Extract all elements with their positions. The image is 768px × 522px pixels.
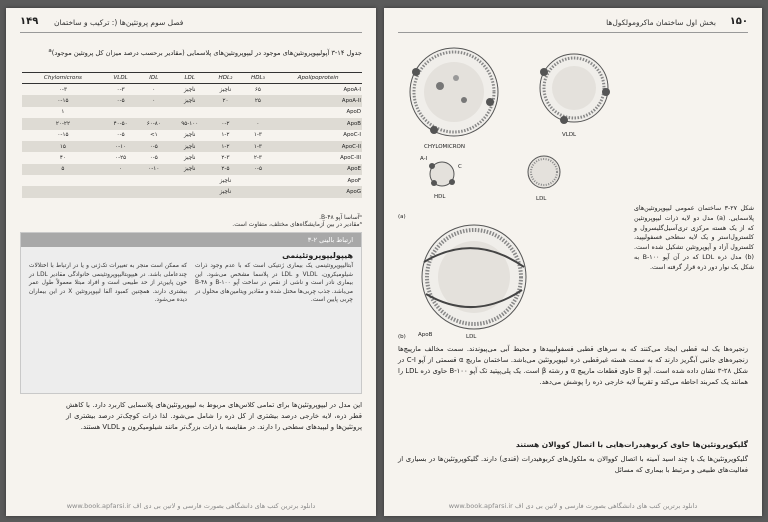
table-cell: ناچیز	[183, 132, 196, 139]
apolipoprotein-name-cell: ApoC-I	[343, 132, 361, 139]
table-row	[22, 175, 362, 186]
col-apolipoprotein: Apolipoprotein	[274, 73, 362, 84]
table-cell	[22, 186, 104, 197]
table-cell: ٠-۳	[116, 86, 125, 93]
table-cell: ۱-۳	[253, 132, 262, 139]
table-cell	[22, 175, 104, 186]
apoc-label: C	[458, 164, 462, 170]
table-cell: <١	[149, 132, 158, 139]
table-cell: ٠-۱۵	[57, 132, 69, 139]
table-body	[22, 84, 362, 198]
table-row	[22, 118, 362, 129]
table-cell	[137, 107, 170, 118]
apolipoprotein-name-cell: ApoD	[346, 109, 361, 116]
page-footer: دانلود برترین کتب های دانشگاهی بصورت فارسی و لاتین بی دی اف www.book.apfarsi.ir	[66, 502, 316, 510]
table-cell	[137, 186, 170, 197]
box-header	[21, 233, 361, 247]
table-cell: ۰	[242, 118, 274, 129]
table-cell: ۴۰-۵۰	[104, 118, 138, 129]
col-chylomicrons: Chylomicrons	[22, 73, 104, 84]
body-paragraph: این مدل در لیپوپروتئین‌ها برای تمامی کلاس‌های مربوط به لیپوپروتئین‌های پلاسمایی کاربرد دارد. با کاهش قطر ذره، لایه خارجی درصد بیشتری از کل ذره را شامل می‌شود. لذا ذرات کوچک‌تر درصد بیشتری از پروتئین‌ها و لیپیدهای سطحی را دارند. در مقایسه با ذرات بزرگ‌تر مانند شیلومیکرون و VLDL هستند.	[66, 401, 362, 431]
ldl-large-label: LDL	[466, 334, 477, 340]
table-cell	[242, 107, 274, 118]
table-cell: ۱۵	[22, 141, 104, 152]
table-cell: ٠-۱۵	[22, 95, 104, 106]
table-note: ᵇآساسا آپو ۴۸-B.	[319, 214, 362, 221]
apoa-label: A-I	[420, 156, 428, 162]
apolipoprotein-table	[22, 72, 362, 198]
col-idl: IDL	[137, 73, 170, 84]
table-cell: ۲-۵	[209, 164, 241, 175]
table-cell: ١	[61, 109, 65, 116]
table-cell: ٠-۲۵	[115, 154, 127, 161]
table-cell: ۲۰	[209, 95, 241, 106]
table-cell: ٠-۵	[242, 164, 274, 175]
table-cell	[242, 175, 274, 186]
hdl-particle	[420, 156, 462, 200]
left-page	[6, 8, 376, 516]
table-cell: ۱-۲	[209, 141, 241, 152]
apolipoprotein-name-cell: ApoC-II	[274, 141, 362, 152]
table-cell: ۱-۲	[221, 132, 230, 139]
table-note: ᵃمقادیر در بین آزمایشگاه‌های مختلف، متفاوت است.	[232, 221, 362, 228]
table-row	[22, 95, 362, 106]
col-ldl: LDL	[170, 73, 209, 84]
page-number: ۱۵۰	[729, 16, 748, 27]
table-cell: ٠-۵	[137, 141, 170, 152]
table-row	[22, 186, 362, 197]
table-cell: ۶۵	[254, 86, 261, 93]
table-cell: ٠-۱٠	[137, 164, 170, 175]
table-cell: ٠-۲	[209, 118, 241, 129]
table-cell: ناچیز	[170, 141, 209, 152]
running-header: فصل سوم پروتئین‌ها (: ترکیب و ساختمان	[54, 18, 184, 27]
table-cell: ٠-۵	[104, 95, 138, 106]
table-cell: ٠-۳	[58, 86, 67, 93]
col-hdl3: HDL₃	[242, 73, 274, 84]
panel-b-label: (b)	[398, 334, 406, 340]
ldl-large-particle	[418, 225, 526, 340]
header-rule	[20, 32, 362, 33]
table-cell: ناچیز	[209, 186, 241, 197]
apolipoprotein-name-cell: ApoG	[274, 186, 362, 197]
table-cell: ناچیز	[219, 177, 232, 184]
apob-label: ApoB	[418, 332, 433, 338]
lipoprotein-figure	[394, 42, 630, 342]
table-cell: ٠-۵	[149, 154, 158, 161]
table-row	[22, 152, 362, 163]
table-cell	[104, 186, 138, 197]
table-row	[22, 164, 362, 175]
section-subheading: گلیکوپروتئین‌ها حاوی کربوهیدرات‌هایی با اتصال کووالان هستند	[515, 440, 748, 449]
table-cell	[170, 175, 209, 186]
box-body	[21, 262, 361, 305]
ldl-small-particle	[528, 156, 560, 202]
table-cell: ٠	[137, 95, 170, 106]
apolipoprotein-name-cell: ApoF	[347, 177, 361, 184]
table-row	[22, 107, 362, 118]
table-cell: ۹۵-۱۰۰	[170, 118, 209, 129]
table-cell: ناچیز	[183, 154, 196, 161]
body-paragraph: گلیکوپروتئین‌ها یک یا چند اسید آمینه با اتصال کووالان به ملکول‌های کربوهیدرات (قندی) دارند. گلیکوپروتئین‌ها در بسیاری از فعالیت‌های طبیعی و مرتبط با بیماری که مسائل	[398, 455, 748, 474]
apolipoprotein-name-cell: ApoA-I	[343, 86, 361, 93]
table-cell: ٠-۱٠	[104, 141, 138, 152]
apolipoprotein-name-cell: ApoA-II	[274, 95, 362, 106]
right-page	[384, 8, 762, 516]
clinical-correlation-box	[20, 232, 362, 394]
figure-caption: شکل ۲۷-۳ ساختمان عمومی لیپوپروتئین‌های پلاسمایی. (a) مدل دو لایه ذرات لیپوپروتئین که از یک هسته مرکزی تری‌آسیل‌گلیسرول و کلسترول‌استر و یک لایه سطحی فسفولیپید، کلسترول آزاد و آپوپروتئین تشکیل شده است. (b) مدل ذره LDL که در آن آپو B-۱۰۰ به شکل یک نوار دور ذره قرار گرفته است.	[634, 205, 754, 271]
table-cell: ناچیز	[170, 95, 209, 106]
box-title: هیپولیپوپروتئینمی	[282, 251, 353, 260]
body-paragraph: زنجیره‌ها یک لبه قطبی ایجاد می‌کنند که به سرهای قطبی فسفولیپیدها و محیط آبی می‌پیوندند. سمت مخالف مارپیچ‌ها زنجیره‌های جانبی آبگریز دارند که به سمت هسته غیرقطبی ذره لیپوپروتئین می‌باشد. ساختمان ماریچ α قسمتی از آپو C-I در شکل ۲۸-۳ نشان داده شده است. آپو B حاوی قطعات مارپیچ α و رشته β است. یک پلی‌پپتید تک آپو B-۱۰۰ حاوی ذره LDL را همانند یک کمربند احاطه می‌کند و تقریباً لایه خارجی ذره را پوشش می‌دهد.	[398, 345, 748, 386]
table-row	[22, 141, 362, 152]
table-notes	[232, 214, 362, 228]
table-cell	[242, 186, 274, 197]
table-caption	[32, 46, 362, 58]
box-column-left: که ممکن است منجر به تغییرات تک‌ژنی و یا در ارتباط با اختلالات چندعاملی باشد. در هیپوبتالیپوپروتئینمی خانوادگی مقادیر LDL در خون پایین‌تر از حد طبیعی است و افراد مبتلا معمولاً طول عمر بیشتری دارند. همچنین کمبود آلفا لیپوپروتئین X در این بیماران دیده می‌شود.	[29, 263, 187, 304]
table-cell: ۰	[104, 164, 138, 175]
table-row	[22, 84, 362, 96]
table-cell: ۵	[22, 164, 104, 175]
page-footer: دانلود برترین کتب های دانشگاهی بصورت فارسی و لاتین بی دی اف www.book.apfarsi.ir	[448, 502, 698, 510]
table-cell: ۲-۳	[253, 154, 262, 161]
apolipoprotein-name-cell: ApoB	[274, 118, 362, 129]
table-cell	[170, 107, 209, 118]
table-cell: ۴٠	[59, 154, 66, 161]
table-caption-note: a	[48, 48, 52, 54]
table-cell	[104, 107, 138, 118]
table-cell	[104, 175, 138, 186]
panel-a-label: (a)	[398, 214, 406, 220]
box-column-right: آبتالیپوپروتئینمی یک بیماری ژنتیکی است که با عدم وجود ذرات شیلومیکرون، VLDL و LDL در پلاسما مشخص می‌شود. این بیماری نادر است و ناشی از نقص در ساخت آپو B-۱۰۰ و B-۴۸ می‌باشد. جذب چربی‌ها مختل شده و مقادیر ویتامین‌های محلول در چربی پایین است.	[195, 263, 353, 304]
table-cell	[170, 186, 209, 197]
header-rule	[398, 32, 748, 33]
apolipoprotein-name-cell: ApoC-III	[340, 154, 361, 161]
table-cell: ۶۰-۸۰	[137, 118, 170, 129]
table-cell	[137, 175, 170, 186]
table-caption-text: جدول ۱۴-۳ آپولیپوپروتئین‌های موجود در لیپوپروتئین‌های پلاسمایی (مقادیر برحسب درصد میزان کل پروتئین موجود)	[51, 49, 362, 58]
table-cell: ۲۰-۲۲	[22, 118, 104, 129]
hdl-label: HDL	[434, 194, 446, 200]
ldl-small-label: LDL	[536, 196, 547, 202]
page-number: ۱۴۹	[20, 16, 39, 27]
table-row	[22, 130, 362, 141]
col-hdl2: HDL₂	[209, 73, 241, 84]
table-cell: ۲۵	[242, 95, 274, 106]
chylomicron-label: CHYLOMICRON	[424, 144, 466, 150]
table-cell: ٠	[152, 86, 156, 93]
vldl-label: VLDL	[562, 132, 577, 138]
table-cell: ٠-۵	[116, 132, 125, 139]
chylomicron-particle	[410, 48, 498, 150]
table-cell: ناچیز	[183, 86, 196, 93]
vldl-particle	[540, 54, 610, 138]
box-header-label: ارتباط بالینی ۲-۳	[307, 236, 353, 244]
table-cell	[209, 107, 241, 118]
table-header-row	[22, 73, 362, 84]
col-vldl: VLDL	[104, 73, 138, 84]
table-cell: ناچیز	[170, 164, 209, 175]
running-header: بخش اول ساختمان ماکرومولکول‌ها	[606, 18, 716, 27]
table-cell: ۱-۳	[242, 141, 274, 152]
table-cell: ناچیز	[219, 86, 232, 93]
apolipoprotein-name-cell: ApoE	[274, 164, 362, 175]
table-cell: ۲-۳	[221, 154, 230, 161]
